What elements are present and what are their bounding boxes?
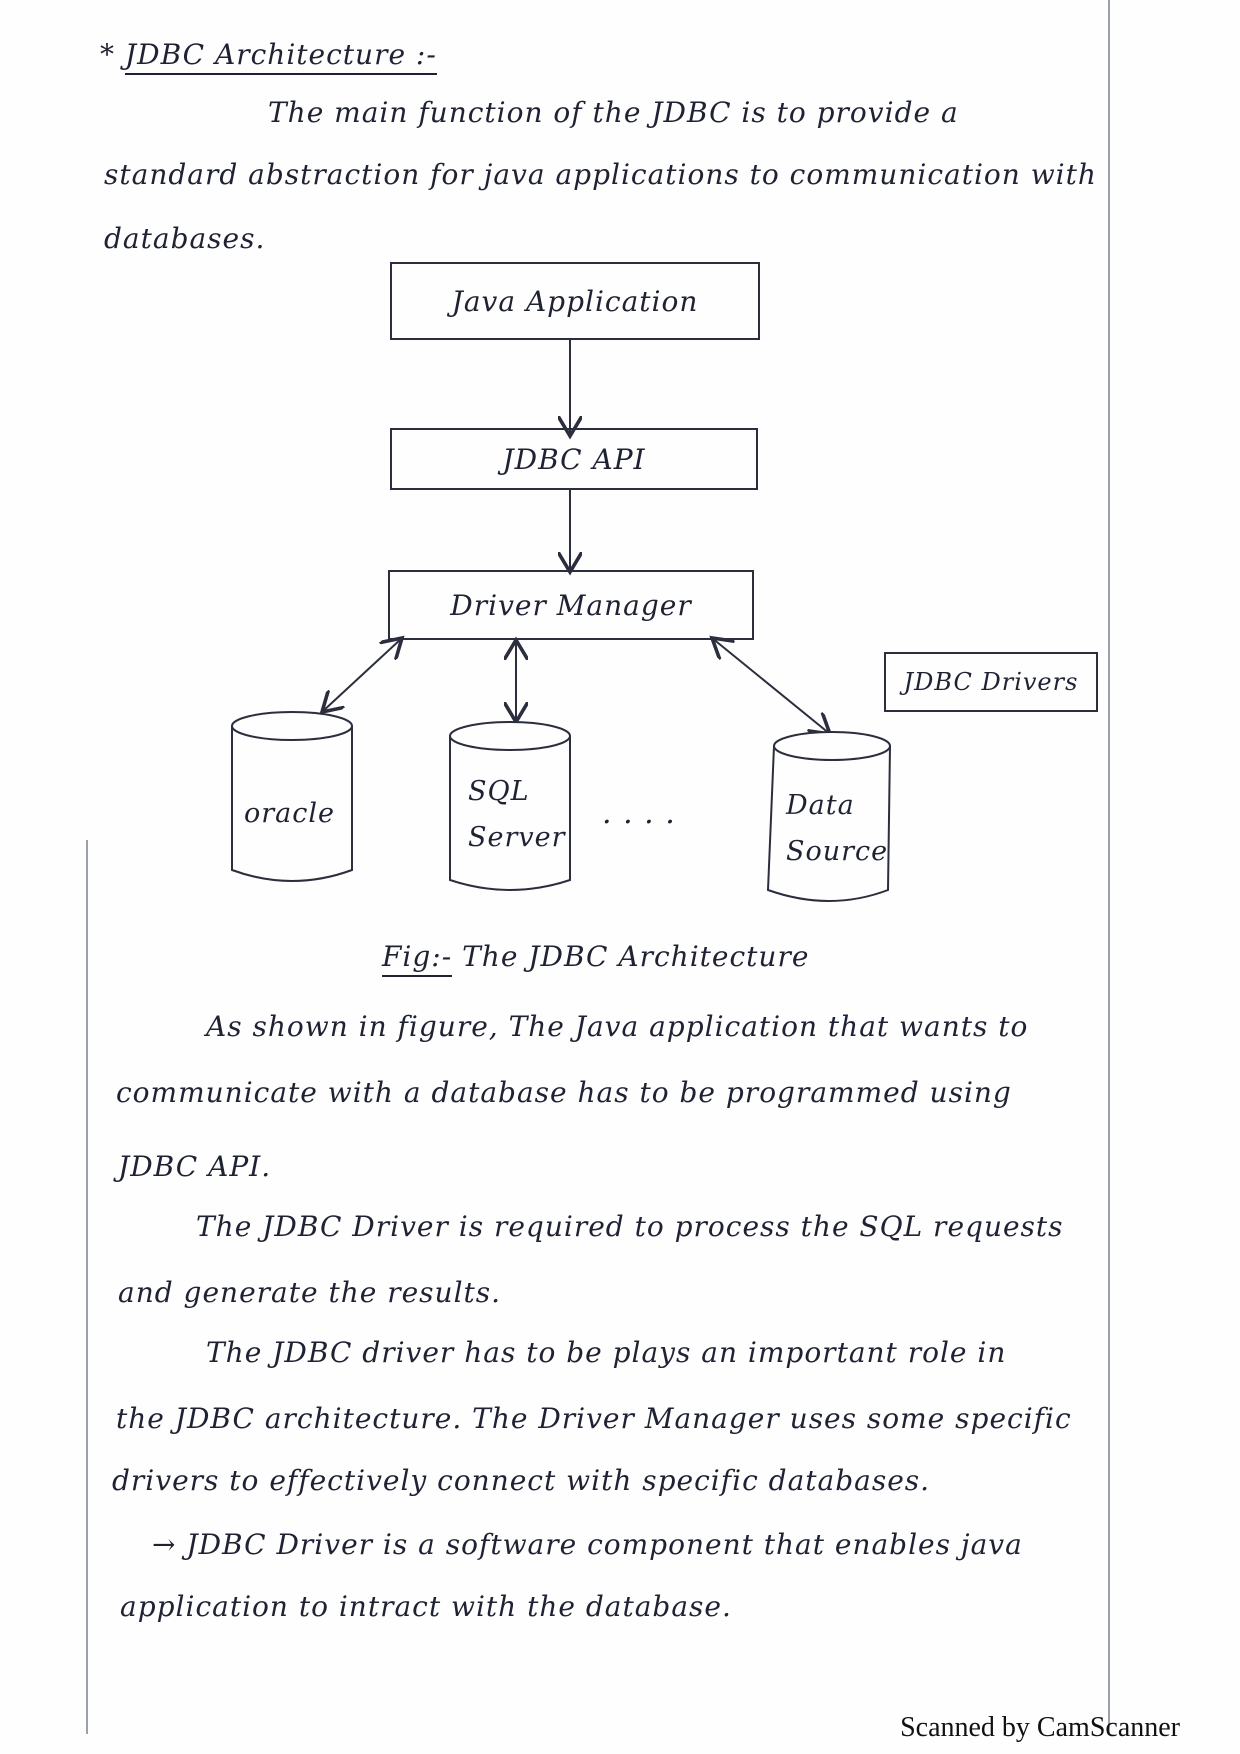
body-line-4: The JDBC Driver is required to process the SQL requests — [196, 1210, 1064, 1243]
body-line-8: drivers to effectively connect with specific databases. — [112, 1464, 931, 1497]
jdbc-drivers-label: JDBC Drivers — [903, 668, 1079, 696]
heading-bullet: * — [100, 38, 115, 71]
intro-line-1: The main function of the JDBC is to provide a — [268, 96, 959, 129]
arrow-manager-oracle — [322, 638, 402, 712]
body-line-9: → JDBC Driver is a software component that enables java — [152, 1528, 1023, 1561]
driver-manager-label: Driver Manager — [450, 588, 692, 622]
body-line-7: the JDBC architecture. The Driver Manager uses some specific — [116, 1402, 1072, 1435]
figure-caption — [382, 940, 809, 973]
oracle-cylinder — [232, 712, 352, 881]
jdbc-drivers-box — [884, 652, 1098, 712]
body-line-1: As shown in figure, The Java application that wants to — [206, 1010, 1029, 1043]
more-databases-ellipsis: . . . . — [602, 796, 676, 831]
scanner-watermark: Scanned by CamScanner — [900, 1712, 1180, 1743]
jdbc-api-label: JDBC API — [502, 442, 646, 476]
oracle-label: oracle — [244, 798, 335, 829]
server-label: Server — [468, 822, 566, 853]
sql-label: SQL — [468, 776, 530, 807]
body-line-5: and generate the results. — [118, 1276, 502, 1309]
java-application-label: Java Application — [451, 284, 699, 318]
caption-fig: Fig:- — [382, 940, 452, 977]
source-label: Source — [786, 836, 889, 867]
java-application-box — [390, 262, 760, 340]
body-line-10: application to intract with the database. — [120, 1590, 732, 1623]
arrow-manager-datasource — [712, 638, 830, 734]
data-label: Data — [786, 790, 855, 821]
driver-manager-box — [388, 570, 754, 640]
body-line-6: The JDBC driver has to be plays an important role in — [206, 1336, 1007, 1369]
body-line-3: JDBC API. — [118, 1150, 272, 1183]
heading-title: JDBC Architecture :- — [125, 38, 437, 75]
body-line-2: communicate with a database has to be programmed using — [116, 1076, 1012, 1109]
intro-line-2: standard abstraction for java applications to communication with — [104, 158, 1097, 191]
jdbc-api-box — [390, 428, 758, 490]
caption-text: The JDBC Architecture — [462, 940, 810, 973]
intro-line-3: databases. — [104, 222, 266, 255]
